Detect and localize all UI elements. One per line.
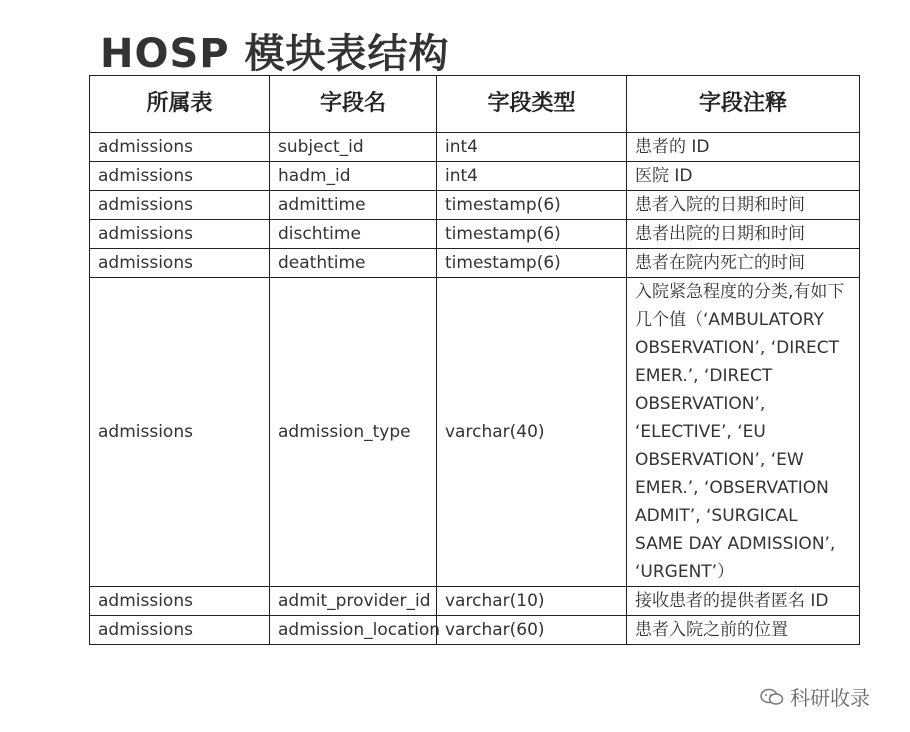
cell-type: timestamp(6) — [437, 249, 627, 278]
cell-table: admissions — [90, 133, 270, 162]
header-field-comment: 字段注释 — [627, 76, 860, 133]
table-row — [90, 133, 860, 162]
header-field-name: 字段名 — [270, 76, 437, 133]
cell-comment: 患者入院之前的位置 — [627, 616, 860, 645]
watermark — [760, 682, 870, 711]
cell-comment: 患者出院的日期和时间 — [627, 220, 860, 249]
wechat-icon — [760, 688, 784, 706]
cell-field: admit_provider_id — [270, 587, 437, 616]
cell-field: admission_location — [270, 616, 437, 645]
cell-table: admissions — [90, 162, 270, 191]
table-row — [90, 278, 860, 587]
cell-type: int4 — [437, 162, 627, 191]
table-row — [90, 249, 860, 278]
cell-field: dischtime — [270, 220, 437, 249]
cell-comment: 接收患者的提供者匿名 ID — [627, 587, 860, 616]
table-row — [90, 220, 860, 249]
cell-table: admissions — [90, 220, 270, 249]
schema-table — [89, 75, 860, 645]
cell-comment: 患者在院内死亡的时间 — [627, 249, 860, 278]
header-field-type: 字段类型 — [437, 76, 627, 133]
watermark-text: 科研收录 — [790, 686, 870, 710]
cell-field: admittime — [270, 191, 437, 220]
table-row — [90, 616, 860, 645]
cell-type: varchar(40) — [437, 278, 627, 587]
table-row — [90, 191, 860, 220]
cell-comment: 患者的 ID — [627, 133, 860, 162]
cell-comment: 医院 ID — [627, 162, 860, 191]
cell-table: admissions — [90, 616, 270, 645]
header-table-name: 所属表 — [90, 76, 270, 133]
cell-type: varchar(10) — [437, 587, 627, 616]
page-title: HOSP 模块表结构 — [100, 31, 450, 77]
cell-type: timestamp(6) — [437, 191, 627, 220]
cell-type: timestamp(6) — [437, 220, 627, 249]
cell-field: deathtime — [270, 249, 437, 278]
cell-field: admission_type — [270, 278, 437, 587]
cell-table: admissions — [90, 587, 270, 616]
cell-table: admissions — [90, 249, 270, 278]
table-row — [90, 162, 860, 191]
cell-field: hadm_id — [270, 162, 437, 191]
cell-type: varchar(60) — [437, 616, 627, 645]
table-container — [89, 75, 859, 645]
cell-type: int4 — [437, 133, 627, 162]
cell-field: subject_id — [270, 133, 437, 162]
table-row — [90, 587, 860, 616]
cell-table: admissions — [90, 191, 270, 220]
cell-comment: 患者入院的日期和时间 — [627, 191, 860, 220]
cell-table: admissions — [90, 278, 270, 587]
cell-comment: 入院紧急程度的分类,有如下几个值（‘AMBULATORY OBSERVATION’, ‘DIRECT EMER.’, ‘DIRECT OBSERVATION’, ‘ELECTIVE’, ‘EU OBSERVATION’, ‘EW EMER.’, ‘OBSERVATION ADMIT’, ‘SURGICAL SAME DAY ADMISSION’, ‘URGENT’） — [627, 278, 860, 587]
header-row — [90, 76, 860, 133]
